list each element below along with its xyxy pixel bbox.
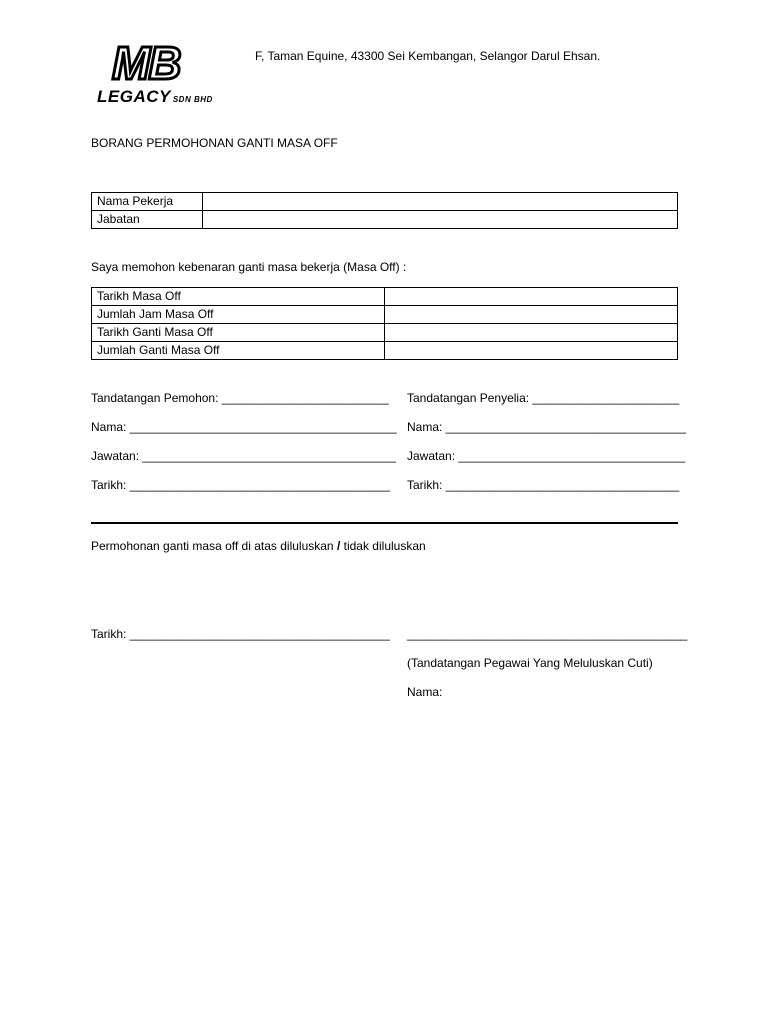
table-row <box>92 193 678 211</box>
approved-option[interactable]: diluluskan <box>280 539 334 553</box>
option-separator: / <box>333 539 344 553</box>
approval-text: Permohonan ganti masa off di atas <box>91 539 281 553</box>
replacement-hours-label: Jumlah Ganti Masa Off <box>92 342 385 360</box>
company-logo <box>90 37 255 110</box>
off-date-field[interactable] <box>385 288 678 306</box>
table-row <box>92 288 678 306</box>
approver-signature-line[interactable]: __________________________________________ <box>407 627 688 641</box>
table-row <box>92 211 678 229</box>
off-hours-field[interactable] <box>385 306 678 324</box>
approver-name-label: Nama: <box>407 685 443 699</box>
company-address: F, Taman Equine, 43300 Sei Kembangan, Selangor Darul Ehsan. <box>255 49 601 63</box>
logo-legacy-text <box>97 88 213 109</box>
table-row <box>92 306 678 324</box>
request-intro: Saya memohon kebenaran ganti masa bekerja (Masa Off) : <box>91 260 407 274</box>
logo-mb-text: MB <box>112 37 180 89</box>
department-field[interactable] <box>203 211 678 229</box>
employee-name-label: Nama Pekerja <box>92 193 203 211</box>
replacement-date-field[interactable] <box>385 324 678 342</box>
applicant-date-line[interactable]: Tarikh: _______________________________________ <box>91 478 390 492</box>
table-row <box>92 324 678 342</box>
rejected-option[interactable]: tidak diluluskan <box>343 539 426 553</box>
time-off-details-table <box>91 287 678 360</box>
supervisor-date-line[interactable]: Tarikh: ___________________________________ <box>407 478 680 492</box>
supervisor-signature-line[interactable]: Tandatangan Penyelia: ______________________ <box>407 391 680 405</box>
department-label: Jabatan <box>92 211 203 229</box>
approval-statement <box>91 539 426 553</box>
table-row <box>92 342 678 360</box>
approval-date-line[interactable]: Tarikh: _______________________________________ <box>91 627 390 641</box>
logo-sdn-text: SDN BHD <box>172 95 213 104</box>
employee-table <box>91 192 678 229</box>
form-title: BORANG PERMOHONAN GANTI MASA OFF <box>91 136 338 150</box>
supervisor-name-line[interactable]: Nama: ____________________________________ <box>407 420 686 434</box>
off-hours-label: Jumlah Jam Masa Off <box>92 306 385 324</box>
replacement-hours-field[interactable] <box>385 342 678 360</box>
supervisor-position-line[interactable]: Jawatan: __________________________________ <box>407 449 686 463</box>
applicant-signature-line[interactable]: Tandatangan Pemohon: _________________________ <box>91 391 389 405</box>
employee-name-field[interactable] <box>203 193 678 211</box>
applicant-position-line[interactable]: Jawatan: ______________________________________ <box>91 449 396 463</box>
approver-signature-caption: (Tandatangan Pegawai Yang Meluluskan Cuti) <box>407 656 653 670</box>
applicant-name-line[interactable]: Nama: ________________________________________ <box>91 420 397 434</box>
off-date-label: Tarikh Masa Off <box>92 288 385 306</box>
section-divider <box>91 522 678 524</box>
replacement-date-label: Tarikh Ganti Masa Off <box>92 324 385 342</box>
logo-legacy-word: LEGACY <box>97 87 171 106</box>
